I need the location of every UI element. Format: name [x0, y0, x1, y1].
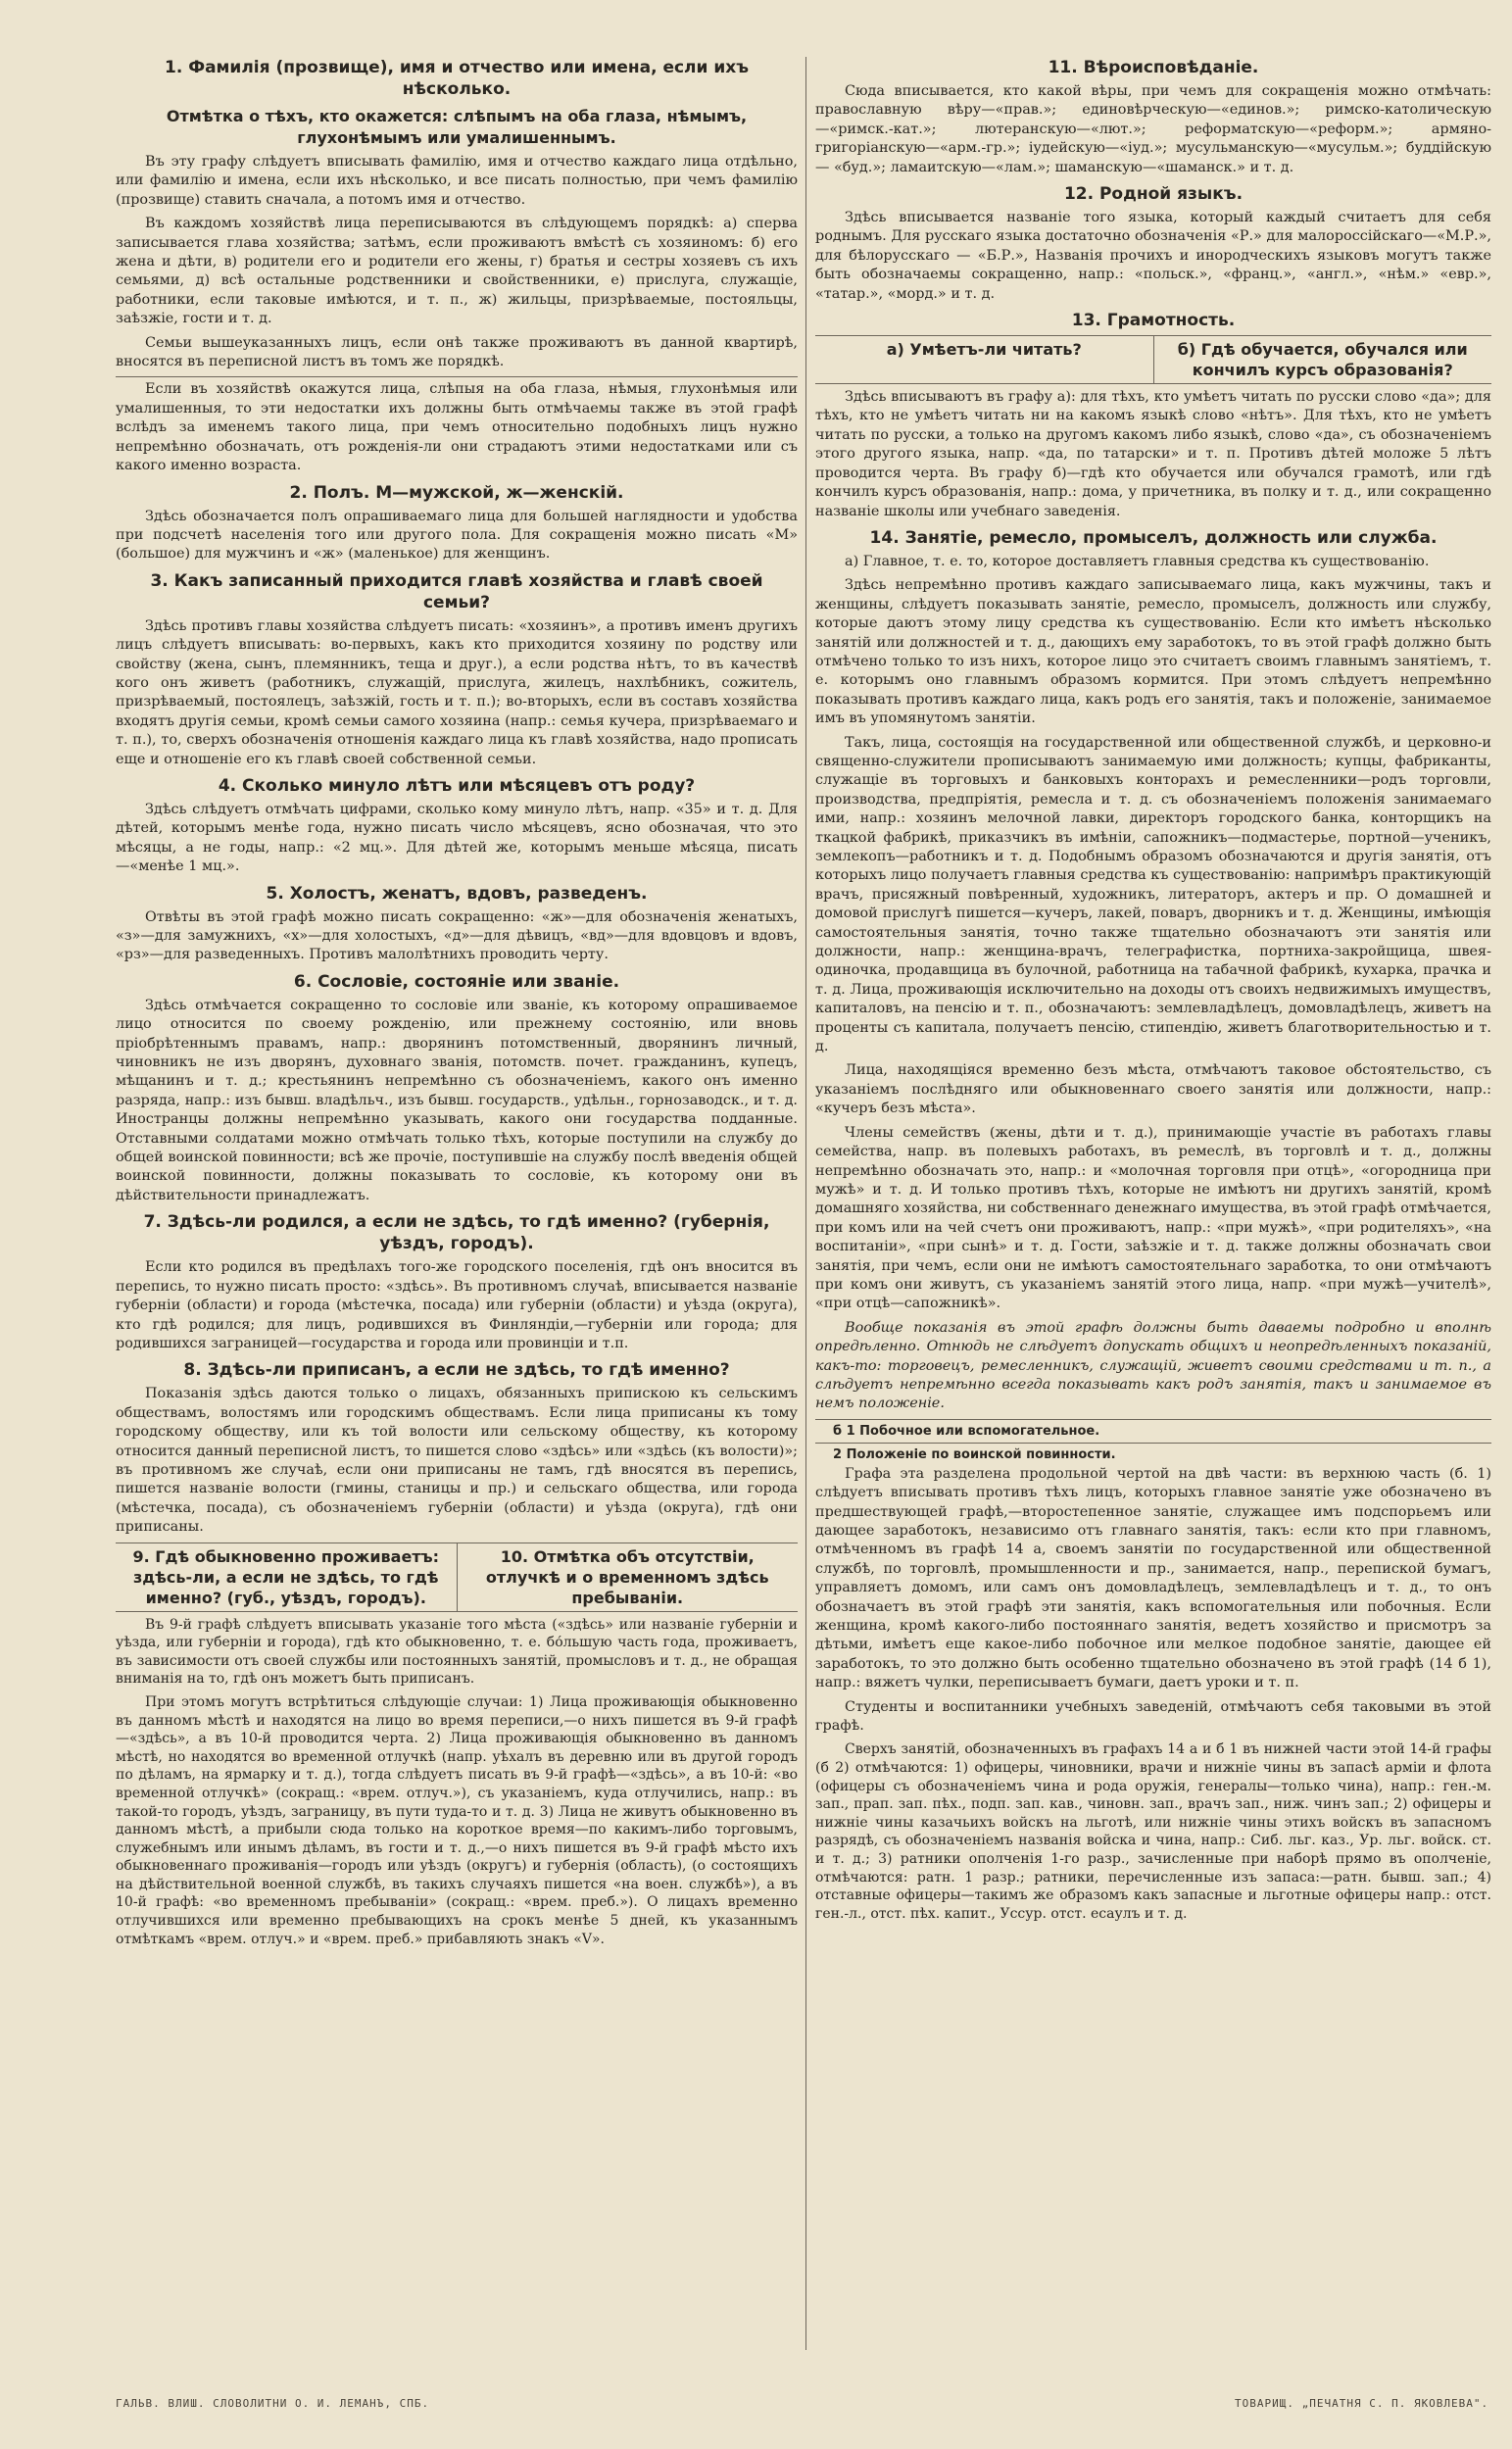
divider [815, 1443, 1491, 1444]
section-7-title: 7. Здѣсь-ли родился, а если не здѣсь, то гдѣ именно? (губернія, уѣздъ, городъ). [143, 1212, 770, 1254]
section-9-paragraph: Въ 9-й графѣ слѣдуетъ вписывать указаніе того мѣста («здѣсь» или названіе губерніи и уѣзда, или губерніи и города), гдѣ кто обыкновенно, т. е. бо́льшую часть года, проживаетъ, въ зависимости отъ своей службы или постоянныхъ занятій, промысловъ и т. д., не обращая вниманія на то, гдѣ онъ можетъ быть приписанъ. [116, 1616, 798, 1688]
section-14-b2-heading: 2 Положеніе по воинской повинности. [833, 1446, 1116, 1462]
section-1-paragraph: Семьи вышеуказанныхъ лицъ, если онѣ также проживаютъ въ данной квартирѣ, вносятся въ переписной листъ въ томъ же порядкѣ. [116, 334, 798, 370]
section-13-subheader [815, 335, 1491, 384]
section-12-paragraph: Здѣсь вписывается названіе того языка, который каждый считаетъ для себя роднымъ. Для русскаго языка достаточно обозначенія «Р.» для малороссійскаго—«М.Р.», для бѣлорусскаго — «Б.Р.», Названія прочихъ и инородческихъ языковъ могутъ также быть обозначаемы сокращенно, напр.: «польск.», «франц.», «англ.», «нѣм.» «евр.», «татар.», «морд.» и т. д. [815, 210, 1491, 302]
section-9-title: 9. Гдѣ обыкновенно проживаетъ: здѣсь-ли, а если не здѣсь, то гдѣ именно? (губ., уѣздъ, городъ). [132, 1546, 440, 1607]
section-11-paragraph: Сюда вписывается, кто какой вѣры, при чемъ для сокращенія можно отмѣчать: православную вѣру—«прав.»; единовѣрческую—«единов.»; римско-католическую—«римск.-кат.»; лютеранскую—«лют.»; реформатскую—«реформ.»; армяно-григоріанскую—«арм.-гр.»; іудейскую—«іуд.»; мусульманскую—«мусульм.»; буддійскую — «буд.»; ламаитскую—«лам.»; шаманскую—«шаманск.» и т. д. [815, 83, 1491, 175]
section-14-paragraph: Такъ, лица, состоящія на государственной или общественной службѣ, и церковно-и священно-служители прописываютъ занимаемую ими должность; купцы, фабриканты, служащіе въ торговыхъ и банковыхъ конторахъ и ремесленники—родъ торговли, производства, предпріятія, ремесла и т. д. съ обозначеніемъ положенія занимаемаго ими, напр.: хозяинъ мелочной лавки, директоръ городского банка, конторщикъ на ткацкой фабрикѣ, приказчикъ въ имѣніи, сапожникъ—подмастерье, портной—ученикъ, землекопъ—работникъ и т. д. Подобнымъ образомъ обозначаются и другія занятія, отъ которыхъ лицо получаетъ главныя средства къ существованію: напримѣръ практикующій врачъ, присяжный повѣренный, художникъ, литераторъ, актеръ и пр. О домашней и домовой прислугѣ пишется—кучеръ, лакей, поваръ, дворникъ и т. д. Женщины, имѣющія самостоятельныя занятія, точно также тщательно обозначаютъ эти занятія или должности, напр.: женщина-врачъ, телеграфистка, портниха-закройщица, швея-одиночка, продавщица въ булочной, работница на табачной фабрикѣ, кухарка, прачка и т. д. Лица, проживающія исключительно на доходы отъ своихъ недвижимыхъ имуществъ, капиталовъ, на пенсію и т. п., обозначаютъ: землевладѣлецъ, домовладѣлецъ, живетъ на проценты съ капитала, получаетъ пенсію, стипендію, живетъ благотворительностью и т. д. [815, 734, 1491, 1055]
section-14-paragraph: Студенты и воспитанники учебныхъ заведеній, отмѣчаютъ себя таковыми въ этой графѣ. [815, 1698, 1491, 1735]
footer-printer: ТОВАРИЩ. „ПЕЧАТНЯ С. П. ЯКОВЛЕВА". [1235, 2397, 1489, 2410]
section-13-b-cell [1153, 336, 1492, 383]
left-column [116, 51, 798, 2364]
section-14-paragraph: Члены семействъ (жены, дѣти и т. д.), принимающіе участіе въ работахъ главы семейства, напр. въ полевыхъ работахъ, въ ремеслѣ, въ торговлѣ и т. д., должны непремѣнно обозначать это, напр.: и «молочная торговля при отцѣ», «огородница при мужѣ» и т. д. И только противъ тѣхъ, которые не имѣютъ ни другихъ занятій, кромѣ домашняго хозяйства, ни собственнаго денежнаго имущества, въ этой графѣ отмѣчается, при комъ или на чей счетъ они проживаютъ, напр.: «при мужѣ», «при родителяхъ», «на воспитаніи», «при сынѣ» и т. д. Гости, заѣзжіе и т. д. также должны обозначать свои занятія, при чемъ, если они не имѣютъ самостоятельнаго заработка, то они отмѣчаютъ при комъ они живутъ, съ указаніемъ занятій этого лица, напр. «при мужѣ—учителѣ», «при отцѣ—сапожникѣ». [815, 1124, 1491, 1312]
section-14-paragraph: Лица, находящіяся временно безъ мѣста, отмѣчаютъ таковое обстоятельство, съ указаніемъ послѣдняго или обыкновеннаго своего занятія или должности, напр.: «кучеръ безъ мѣста». [815, 1062, 1491, 1117]
footer-typefoundry: ГАЛЬВ. ВЛИШ. СЛОВОЛИТНИ О. И. ЛЕМАНЪ, СПБ. [116, 2397, 430, 2410]
section-14-paragraph: Здѣсь непремѣнно противъ каждаго записываемаго лица, какъ мужчины, такъ и женщины, слѣдуетъ показывать занятіе, ремесло, промыселъ, должность или службу, которые даютъ этому лицу средства къ существованію. Если кто имѣетъ нѣсколько занятій или должностей и т. д., дающихъ ему заработокъ, то въ этой графѣ должно быть отмѣчено только то изъ нихъ, которое лицо это считаетъ своимъ главнымъ занятіемъ, т. е. которымъ оно главнымъ образомъ кормится. При этомъ слѣдуетъ непремѣнно показывать противъ каждаго лица, какъ родъ его занятія, такъ и положеніе, занимаемое имъ въ упомянутомъ занятіи. [815, 577, 1491, 727]
section-5-title: 5. Холостъ, женатъ, вдовъ, разведенъ. [266, 883, 648, 904]
section-13-a-cell [815, 336, 1153, 383]
section-7-paragraph: Если кто родился въ предѣлахъ того-же городского поселенія, гдѣ онъ вносится въ перепись, то нужно писать просто: «здѣсь». Въ противномъ случаѣ, вписывается названіе губерніи (области) и города (мѣстечка, посада) или губерніи (области) и уѣзда (округа), кто гдѣ родился; для лицъ, родившихся въ Финляндіи,—губерніи или города; для родившихся заграницей—государства и города или провинціи и т.п. [116, 1259, 798, 1351]
section-13-title: 13. Грамотность. [1071, 311, 1236, 331]
section-11-title: 11. Вѣроисповѣданіе. [1048, 58, 1259, 77]
section-1-paragraph: Если въ хозяйствѣ окажутся лица, слѣпыя на оба глаза, нѣмыя, глухонѣмыя или умалишенныя, то эти недостатки ихъ должны быть отмѣчаемы также въ этой графѣ вслѣдъ за именемъ такого лица, при чемъ относительно подобныхъ лицъ нужно непремѣнно обозначать, отъ рожденія-ли они страдаютъ этими недостатками или съ какого именно возраста. [116, 381, 798, 474]
section-13-a-title: а) Умѣетъ-ли читать? [886, 340, 1082, 360]
section-3-paragraph: Здѣсь противъ главы хозяйства слѣдуетъ писать: «хозяинъ», а противъ именъ другихъ лицъ слѣдуетъ вписывать: во-первыхъ, какъ кто приходится хозяину по родству или свойству (жена, сынъ, племянникъ, теща и друг.), а если родства нѣтъ, то въ качествѣ кого онъ живетъ (работникъ, служащій, прислуга, жилецъ, нахлѣбникъ, сожитель, призрѣваемый, постоялецъ, заѣзжій, гость и т. п.); во-вторыхъ, если въ составъ хозяйства входятъ другія семьи, кромѣ семьи самого хозяина (напр.: семья кучера, призрѣваемаго и т. п.), то, сверхъ обозначенія отношенія каждаго лица къ главѣ хозяйства, надо прописать еще и отношеніе его къ главѣ своей собственной семьи. [116, 617, 798, 767]
section-4-title: 4. Сколько минуло лѣтъ или мѣсяцевъ отъ роду? [218, 775, 696, 796]
divider [116, 376, 798, 377]
section-1-paragraph: Въ эту графу слѣдуетъ вписывать фамилію, имя и отчество каждаго лица отдѣльно, или фамилію и имена, если ихъ нѣсколько, и все писать полностью, при чемъ фамилію (прозвище) ставить сначала, а потомъ имя и отчество. [116, 154, 798, 208]
section-14-paragraph: Сверхъ занятій, обозначенныхъ въ графахъ 14 а и б 1 въ нижней части этой 14-й графы (б 2) отмѣчаются: 1) офицеры, чиновники, врачи и нижніе чины въ запасѣ арміи и флота (офицеры съ обозначеніемъ чина и рода оружія, генералы—только чина), напр.: ген.-м. зап., прап. зап. пѣх., подп. зап. кав., чиновн. зап., врачъ зап., ниж. чинъ зап.; 2) офицеры и нижніе чины казачьихъ войскъ на льготѣ, или нижніе чины этихъ войскъ въ запасномъ разрядѣ, съ обозначеніемъ названія войска и чина, напр.: Сиб. льг. каз., Ур. льг. войск. ст. и т. д.; 3) ратники ополченія 1-го разр., зачисленные при наборѣ прямо въ ополченіе, отмѣчаются: ратн. 1 разр.; ратники, перечисленные изъ запаса:—ратн. бывш. зап.; 4) отставные офицеры—такимъ же образомъ какъ запасные и льготные офицеры напр.: отст. ген.-л., отст. пѣх. капит., Уссур. отст. есаулъ и т. д. [815, 1741, 1491, 1922]
section-9-header-cell [116, 1543, 457, 1611]
section-2-title: 2. Полъ. М—мужской, ж—женскій. [289, 482, 624, 503]
section-14-paragraph: Графа эта разделена продольной чертой на двѣ части: въ верхнюю часть (б. 1) слѣдуетъ вписывать противъ тѣхъ лицъ, которыхъ главное занятіе уже обозначено въ предшествующей графѣ,—второстепенное занятіе, служащее имъ подспорьемъ или дающее заработокъ, независимо отъ главнаго занятія, такъ: если кто при главномъ, отмѣченномъ въ графѣ 14 а, своемъ занятіи по государственной или общественной службѣ, по торговлѣ, промышленности и пр., занимается, напр., перепиской бумагъ, управляетъ домомъ, или самъ онъ домовладѣлецъ, землевладѣлецъ и т. д., то онъ обозначаетъ въ этой графѣ эти занятія, какъ вспомогательныя или побочныя. Если женщина, кромѣ какого-либо постояннаго занятія, ведетъ хозяйство и присмотръ за дѣтьми, имѣетъ еще какое-либо побочное или мелкое подобное занятіе, дающее ей заработокъ, то это должно быть особенно тщательно обозначено въ этой графѣ (14 б 1), напр.: вяжетъ чулки, переписываетъ бумаги, даетъ уроки и т. п. [815, 1465, 1491, 1691]
section-14-b1-heading: б 1 Побочное или вспомогательное. [833, 1423, 1100, 1439]
section-12-title: 12. Родной языкъ. [1063, 184, 1244, 205]
section-8-paragraph: Показанія здѣсь даются только о лицахъ, обязанныхъ припискою къ сельскимъ обществамъ, волостямъ или городскимъ обществамъ. Если лица приписаны къ тому городскому обществу, или къ той волости или сельскому обществу, къ которому относится данный переписной листъ, то пишется слово «здѣсь» или «здѣсь (къ волости)»; въ противномъ же случаѣ, если они приписаны не тамъ, гдѣ вносятся въ перепись, пишется названіе волости (гмины, станицы и пр.) и сельскаго общества, или города (мѣстечка, посада), съ обозначеніемъ губерніи (области) и уѣзда (округа), гдѣ они приписаны. [116, 1386, 798, 1536]
section-14-a-heading: а) Главное, т. е. то, которое доставляетъ главныя средства къ существованію. [845, 553, 1430, 569]
right-column [815, 51, 1491, 2364]
section-1-title: 1. Фамилія (прозвище), имя и отчество или имена, если ихъ нѣсколько. [165, 58, 749, 99]
section-14-paragraph: Вообще показанія въ этой графѣ должны быть даваемы подробно и вполнѣ опредѣленно. Отнюдь не слѣдуетъ допускать общихъ и неопредѣленныхъ показаній, какъ-то: торговецъ, ремесленникъ, служащій, живетъ своими средствами и т. п., а слѣдуетъ непремѣнно всегда показывать какъ родъ занятія, такъ и занимаемое въ немъ положеніе. [815, 1319, 1491, 1412]
section-9-paragraph: При этомъ могутъ встрѣтиться слѣдующіе случаи: 1) Лица проживающія обыкновенно въ данномъ мѣстѣ и находятся на лицо во время переписи,—о нихъ пишется въ 9-й графѣ—«здѣсь», а въ 10-й проводится черта. 2) Лица проживающія обыкновенно въ данномъ мѣстѣ, но находятся во временной отлучкѣ (напр. уѣхалъ въ деревню или въ другой городъ по дѣламъ, на ярмарку и т. д.), тогда слѣдуетъ писать въ 9-й графѣ—«здѣсь», а въ 10-й: «во временной отлучкѣ» (сокращ.: «врем. отлуч.»), съ указаніемъ, куда отлучились, напр.: въ такой-то городъ, уѣздъ, заграницу, въ пути туда-то и т. д. 3) Лица не живутъ обыкновенно въ данномъ мѣстѣ, а прибыли сюда только на короткое время—по какимъ-либо торговымъ, служебнымъ или инымъ дѣламъ, въ гости и т. д.,—о нихъ пишется въ 9-й графѣ мѣсто ихъ обыкновеннаго проживанія—городъ или уѣздъ (округъ) и губернія (область), (о состоящихъ на дѣйствительной военной службѣ, въ такихъ случаяхъ пишется «на воен. службѣ»), а въ 10-й графѣ: «во временномъ пребываніи» (сокращ.: «врем. преб.»). О лицахъ временно отлучившихся или временно пребывающихъ на срокъ менѣе 5 дней, къ указаннымъ отмѣткамъ «врем. отлуч.» и «врем. преб.» прибавляють знакъ «V». [116, 1693, 798, 1947]
section-13-paragraph: Здѣсь вписываютъ въ графу а): для тѣхъ, кто умѣетъ читать по русски слово «да»; для тѣхъ, кто не умѣетъ читать ни на какомъ языкѣ слово «нѣтъ». Для тѣхъ, кто не умѣетъ читать по русски, а только на другомъ какомъ либо языкѣ, слово «да», съ обозначеніемъ этого другого языка, напр. «да, по татарски» и т. п. Противъ дѣтей моложе 5 лѣтъ проводится черта. Въ графу б)—гдѣ кто обучается или обучался грамотѣ, или гдѣ кончилъ курсъ образованія, напр.: дома, у причетника, въ полку и т. д., или сокращенно названіе школы или учебнаго заведенія. [815, 389, 1491, 519]
section-6-paragraph: Здѣсь отмѣчается сокращенно то сословіе или званіе, къ которому опрашиваемое лицо относится по своему рожденію, или прежнему состоянію, или вновь пріобрѣтеннымъ правамъ, напр.: дворянинъ потомственный, дворянинъ личный, чиновникъ не изъ дворянъ, духовнаго званія, потомств. почет. гражданинъ, купецъ, мѣщанинъ и т. д.; крестьянинъ непремѣнно съ обозначеніемъ, какого онъ именно разряда, напр.: изъ бывш. владѣльч., изъ бывш. государств., удѣльн., горнозаводск., и т. д. Иностранцы должны непремѣнно указывать, какого они государства подданные. Отставными солдатами можно отмѣчать только тѣхъ, которые поступили на службу до общей воинской повинности; всѣ же прочіе, поступившіе на службу послѣ введенія общей воинской повинности, должны показывать то сословіе, къ которому они въ дѣйствительности принадлежатъ. [116, 997, 798, 1203]
section-14-title: 14. Занятіе, ремесло, промыселъ, должность или служба. [869, 527, 1438, 548]
sections-9-10-header [116, 1543, 798, 1612]
section-2-paragraph: Здѣсь обозначается полъ опрашиваемаго лица для большей наглядности и удобства при подсчетѣ населенія того или другого пола. Для сокращенія можно писать «М» (большое) для мужчинъ и «ж» (маленькое) для женщинъ. [116, 508, 798, 563]
divider [815, 1419, 1491, 1420]
section-6-title: 6. Сословіе, состояніе или званіе. [293, 971, 620, 992]
section-10-header-cell [457, 1543, 799, 1611]
section-5-paragraph: Отвѣты въ этой графѣ можно писать сокращенно: «ж»—для обозначенія женатыхъ, «з»—для замужнихъ, «х»—для холостыхъ, «д»—для дѣвицъ, «вд»—для вдовцовъ и вдовъ, «рз»—для разведенныхъ. Противъ малолѣтнихъ проводить черту. [116, 908, 798, 963]
section-8-title: 8. Здѣсь-ли приписанъ, а если не здѣсь, то гдѣ именно? [183, 1360, 730, 1381]
section-4-paragraph: Здѣсь слѣдуетъ отмѣчать цифрами, сколько кому минуло лѣтъ, напр. «35» и т. д. Для дѣтей, которымъ менѣе года, нужно писать число мѣсяцевъ, ясно обозначая, что это мѣсяцы, а не годы, напр.: «2 мц.». Для дѣтей же, которымъ меньше мѣсяца, писать—«менѣе 1 мц.». [116, 801, 798, 875]
section-1-paragraph: Въ каждомъ хозяйствѣ лица переписываются въ слѣдующемъ порядкѣ: а) сперва записывается глава хозяйства; затѣмъ, если проживаютъ вмѣстѣ съ хозяиномъ: б) его жена и дѣти, в) родители его и родители его жены, г) братья и сестры хозяевъ съ ихъ семьями, д) всѣ остальные родственники и свойственники, е) прислуга, служащіе, работники, если таковые имѣются, и т. п., ж) жильцы, призрѣваемые, постояльцы, заѣзжіе, гости и т. д. [116, 216, 798, 327]
section-1-subtitle: Отмѣтка о тѣхъ, кто окажется: слѣпымъ на оба глаза, нѣмымъ, глухонѣмымъ или умалишеннымъ. [166, 107, 748, 147]
column-divider [805, 57, 806, 2350]
section-10-title: 10. Отмѣтка объ отсутствіи, отлучкѣ и о временномъ здѣсь пребываніи. [485, 1546, 769, 1607]
section-3-title: 3. Какъ записанный приходится главѣ хозяйства и главѣ своей семьи? [150, 570, 763, 612]
section-13-b-title: б) Гдѣ обучается, обучался или кончилъ курсъ образованія? [1177, 340, 1468, 380]
